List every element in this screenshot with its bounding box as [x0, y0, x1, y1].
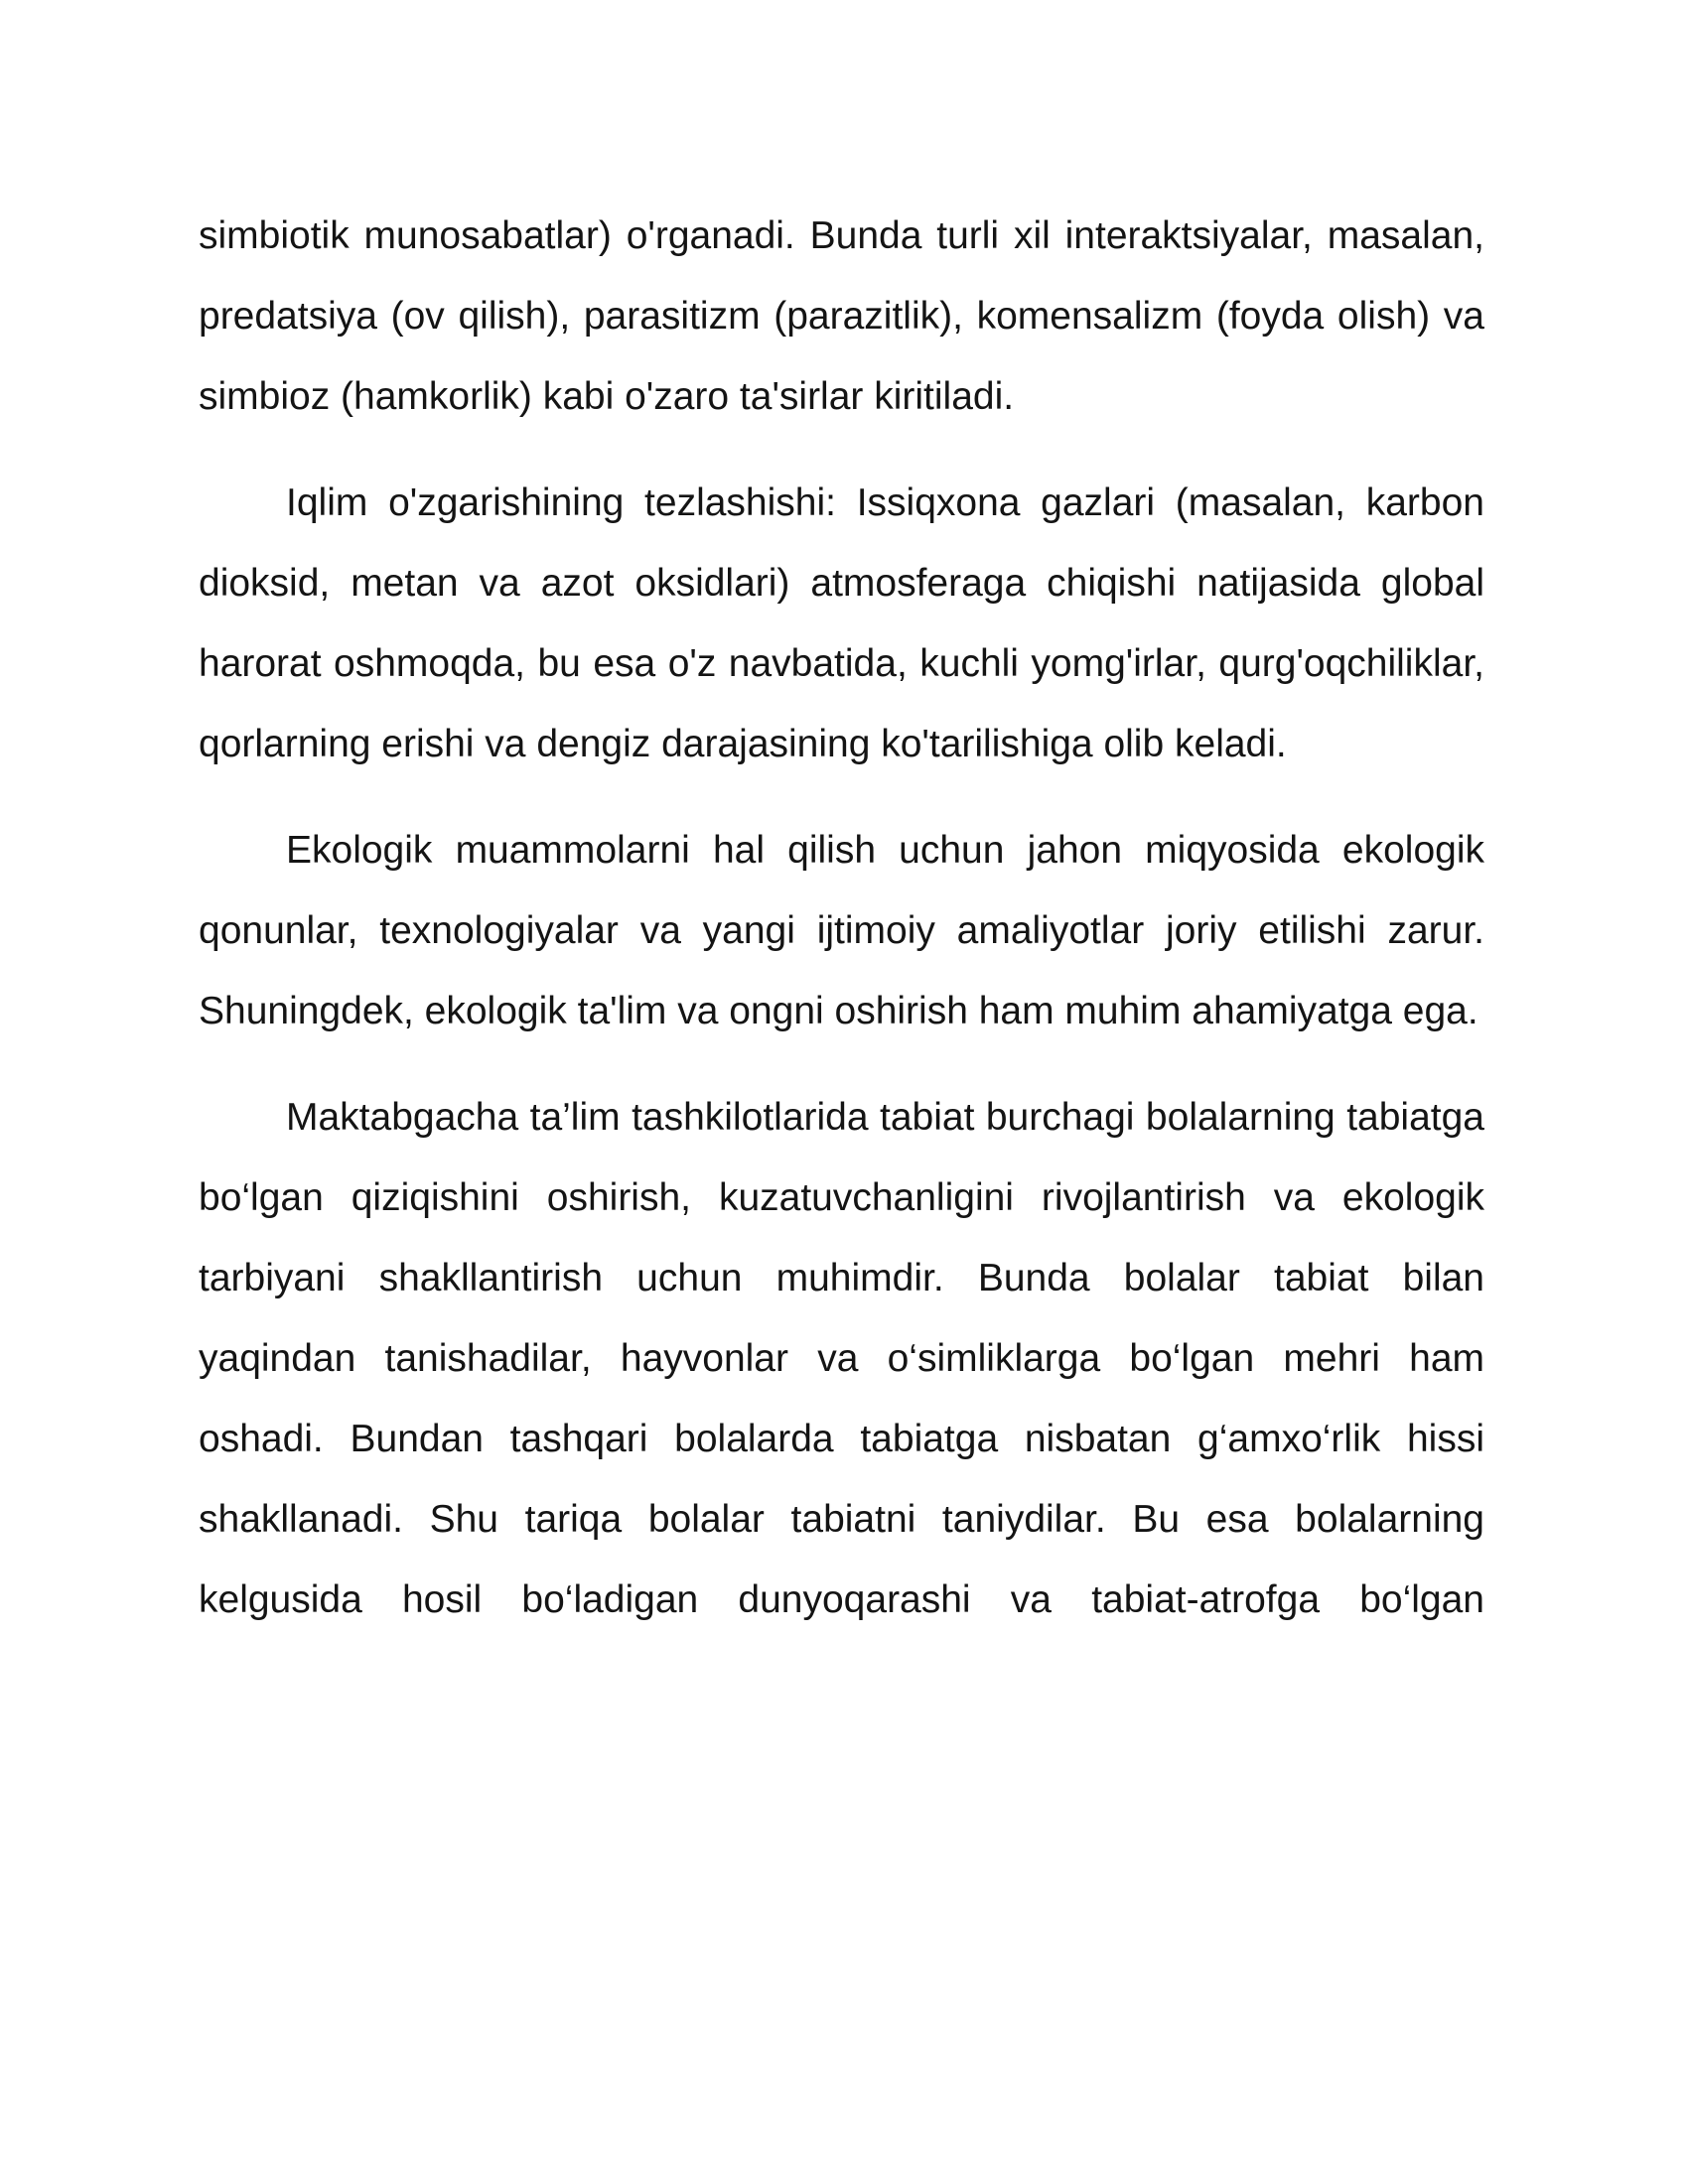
paragraph-ecological-solutions: Ekologik muammolarni hal qilish uchun jahon miqyosida ekologik qonunlar, texnologiyalar va yangi ijtimoiy amaliyotlar joriy etilishi zarur. Shuningdek, ekologik ta'lim va ongni oshirish ham muhim ahamiyatga ega. — [199, 829, 1484, 1032]
paragraph-climate-change: Iqlim o'zgarishining tezlashishi: Issiqxona gazlari (masalan, karbon dioksid, metan va azot oksidlari) atmosferaga chiqishi natijasida global harorat oshmoqda, bu esa o'z navbatida, kuchli yomg'irlar, qurg'oqchiliklar, qorlarning erishi va dengiz darajasining ko'tarilishiga olib keladi. — [199, 481, 1484, 765]
paragraph-preschool-nature-corner: Maktabgacha ta’lim tashkilotlarida tabiat burchagi bolalarning tabiatga bo‘lgan qiziqishini oshirish, kuzatuvchanligini rivojlantirish va ekologik tarbiyani shakllantirish uchun muhimdir. Bunda bolalar tabiat bilan yaqindan tanishadilar, hayvonlar va o‘simliklarga bo‘lgan mehri ham oshadi. Bundan tashqari bolalarda tabiatga nisbatan g‘amxo‘rlik hissi shakllanadi. Shu tariqa bolalar tabiatni taniydilar. Bu esa bolalarning kelgusida hosil bo‘ladigan dunyoqarashi va tabiat-atrofga bo‘lgan — [199, 1096, 1484, 1621]
paragraph-continuation: simbiotik munosabatlar) o'rganadi. Bunda turli xil interaktsiyalar, masalan, predatsiya (ov qilish), parasitizm (parazitlik), komensalizm (foyda olish) va simbioz (hamkorlik) kabi o'zaro ta'sirlar kiritiladi. — [199, 214, 1484, 418]
document-body — [199, 196, 1484, 1666]
